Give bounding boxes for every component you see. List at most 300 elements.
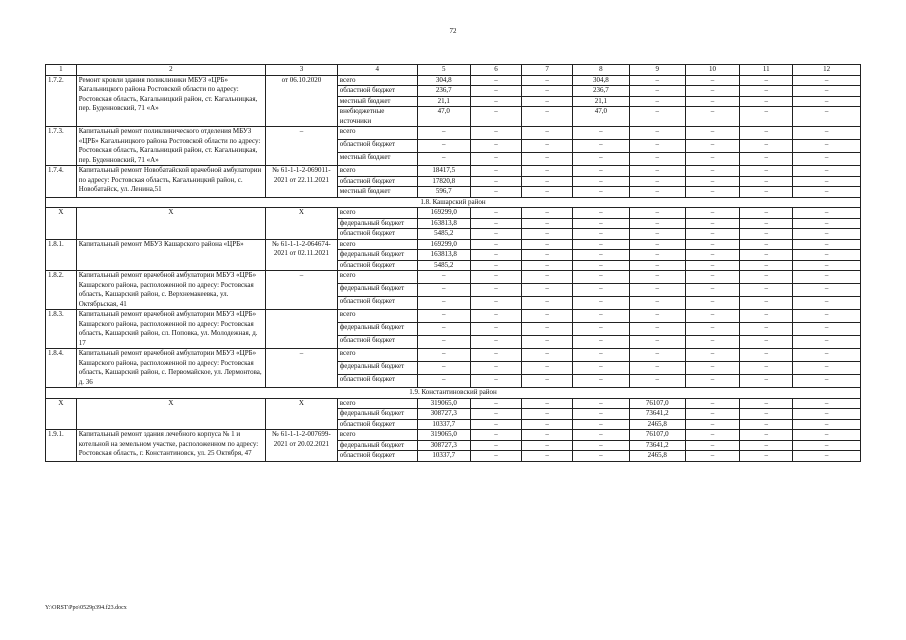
value-cell: – [417, 375, 470, 388]
value-cell: – [740, 153, 793, 166]
financing-table [45, 64, 861, 462]
column-number-row [46, 65, 861, 76]
value-cell: – [629, 336, 685, 349]
value-cell: – [470, 218, 521, 229]
value-cell: – [470, 260, 521, 271]
funding-source: федеральный бюджет [337, 440, 417, 451]
value-cell: – [685, 107, 739, 127]
value-cell: – [629, 375, 685, 388]
value-cell: – [740, 362, 793, 375]
value-cell: – [740, 349, 793, 362]
value-cell: – [470, 229, 521, 240]
value-cell: – [629, 349, 685, 362]
value-cell: – [740, 140, 793, 153]
item-number: 1.9.1. [46, 430, 77, 462]
funding-source: всего [337, 127, 417, 140]
column-header: 1 [46, 65, 77, 76]
column-header: 4 [337, 65, 417, 76]
value-cell: – [740, 75, 793, 86]
value-cell: – [793, 271, 861, 284]
value-cell: – [470, 208, 521, 219]
value-cell: – [793, 187, 861, 198]
value-cell: – [629, 140, 685, 153]
region-header-row [46, 197, 861, 208]
value-cell: – [522, 260, 573, 271]
value-cell: 169299,0 [417, 208, 470, 219]
value-cell: – [573, 239, 629, 250]
value-cell: – [573, 440, 629, 451]
value-cell: – [793, 96, 861, 107]
value-cell: 2465,8 [629, 451, 685, 462]
value-cell: – [522, 229, 573, 240]
value-cell: – [793, 250, 861, 261]
value-cell: – [573, 271, 629, 284]
value-cell: 73641,2 [629, 409, 685, 420]
item-number: 1.8.1. [46, 239, 77, 271]
value-cell: – [685, 284, 739, 297]
value-cell: – [573, 218, 629, 229]
column-header: 7 [522, 65, 573, 76]
value-cell: – [740, 440, 793, 451]
value-cell: – [740, 398, 793, 409]
item-document: – [266, 271, 338, 310]
item-name: Х [76, 208, 265, 240]
table-row [46, 349, 861, 362]
column-header: 2 [76, 65, 265, 76]
value-cell: – [522, 86, 573, 97]
value-cell: – [573, 187, 629, 198]
value-cell: – [573, 451, 629, 462]
value-cell: – [573, 153, 629, 166]
value-cell: 5485,2 [417, 260, 470, 271]
value-cell: – [573, 336, 629, 349]
funding-source: федеральный бюджет [337, 284, 417, 297]
value-cell: – [629, 229, 685, 240]
value-cell: – [522, 336, 573, 349]
funding-source: областной бюджет [337, 260, 417, 271]
item-document [266, 310, 338, 349]
item-name: Капитальный ремонт Новобатайской врачебной амбулатории по адресу: Ростовская область, Кагальницкий район, с. Новобатайск, ул. Ленина,51 [76, 166, 265, 198]
value-cell: – [522, 271, 573, 284]
value-cell: – [470, 271, 521, 284]
value-cell: – [740, 127, 793, 140]
column-header: 9 [629, 65, 685, 76]
table-row [46, 398, 861, 409]
value-cell: 319065,0 [417, 430, 470, 441]
value-cell: – [685, 349, 739, 362]
value-cell: – [470, 419, 521, 430]
value-cell: – [522, 375, 573, 388]
value-cell: – [522, 107, 573, 127]
value-cell: – [629, 187, 685, 198]
value-cell: – [629, 96, 685, 107]
item-name: Капитальный ремонт поликлинического отделения МБУЗ «ЦРБ» Кагальницкого района Ростовской области по адресу: Ростовская область, Кагальницкий район, ст. Кагальницкая, пер. Буденновский, 71 «А» [76, 127, 265, 166]
value-cell: – [470, 310, 521, 323]
funding-source: всего [337, 430, 417, 441]
value-cell: – [629, 362, 685, 375]
item-number: 1.8.2. [46, 271, 77, 310]
funding-source: областной бюджет [337, 419, 417, 430]
value-cell: – [470, 153, 521, 166]
value-cell: – [522, 362, 573, 375]
funding-source: внебюджетные источники [337, 107, 417, 127]
value-cell: – [740, 336, 793, 349]
value-cell: – [629, 239, 685, 250]
item-document: № 61-1-1-2-064674-2021 от 02.11.2021 [266, 239, 338, 271]
value-cell: – [685, 153, 739, 166]
value-cell: – [522, 440, 573, 451]
value-cell: – [740, 297, 793, 310]
table-row [46, 310, 861, 323]
value-cell: – [470, 362, 521, 375]
value-cell: – [470, 284, 521, 297]
value-cell: 308727,3 [417, 409, 470, 420]
value-cell: – [522, 127, 573, 140]
value-cell: 236,7 [417, 86, 470, 97]
value-cell: – [629, 86, 685, 97]
value-cell: 10337,7 [417, 451, 470, 462]
item-name: Капитальный ремонт здания лечебного корпуса № 1 и котельной на земельном участке, расположенном по адресу: Ростовская область, г. Константиновск, ул. 25 Октября, 47 [76, 430, 265, 462]
value-cell: – [685, 362, 739, 375]
value-cell: – [573, 323, 629, 336]
value-cell: – [522, 153, 573, 166]
value-cell: – [470, 96, 521, 107]
value-cell: – [793, 451, 861, 462]
value-cell: 5485,2 [417, 229, 470, 240]
value-cell: – [573, 297, 629, 310]
value-cell: – [417, 127, 470, 140]
item-document: Х [266, 398, 338, 430]
value-cell: – [793, 336, 861, 349]
value-cell: – [573, 430, 629, 441]
value-cell: – [740, 239, 793, 250]
funding-source: федеральный бюджет [337, 218, 417, 229]
region-title: 1.8. Кашарский район [46, 197, 861, 208]
item-name: Капитальный ремонт врачебной амбулатории МБУЗ «ЦРБ» Кашарского района, расположенной по адресу: Ростовская область, Кашарский район, с. Первомайское, ул. Лермонтова, д. 36 [76, 349, 265, 388]
funding-source: областной бюджет [337, 229, 417, 240]
value-cell: – [685, 229, 739, 240]
value-cell: – [629, 176, 685, 187]
value-cell: – [629, 271, 685, 284]
item-name: Капитальный ремонт МБУЗ Кашарского района «ЦРБ» [76, 239, 265, 271]
value-cell: – [522, 96, 573, 107]
value-cell: – [573, 208, 629, 219]
value-cell: – [685, 260, 739, 271]
value-cell: – [685, 218, 739, 229]
value-cell: – [573, 127, 629, 140]
value-cell: 10337,7 [417, 419, 470, 430]
funding-source: местный бюджет [337, 187, 417, 198]
value-cell: – [793, 398, 861, 409]
value-cell: – [573, 140, 629, 153]
item-number: Х [46, 208, 77, 240]
value-cell: – [522, 349, 573, 362]
table-row [46, 75, 861, 86]
file-path-footer: Y:\ORST\Ppo\0529p394.f23.docx [45, 605, 127, 611]
value-cell: – [417, 284, 470, 297]
value-cell: – [740, 430, 793, 441]
value-cell: 47,0 [573, 107, 629, 127]
funding-source: всего [337, 75, 417, 86]
value-cell: – [793, 75, 861, 86]
value-cell: 319065,0 [417, 398, 470, 409]
value-cell: – [793, 430, 861, 441]
value-cell: – [793, 297, 861, 310]
value-cell: – [740, 375, 793, 388]
value-cell: – [522, 218, 573, 229]
region-title: 1.9. Константиновский район [46, 388, 861, 399]
value-cell: – [685, 187, 739, 198]
value-cell: – [685, 409, 739, 420]
value-cell: – [740, 284, 793, 297]
value-cell: – [470, 239, 521, 250]
value-cell: – [740, 166, 793, 177]
value-cell: – [522, 176, 573, 187]
value-cell: – [793, 409, 861, 420]
value-cell: – [522, 166, 573, 177]
value-cell: – [417, 153, 470, 166]
value-cell: – [573, 260, 629, 271]
value-cell: – [685, 336, 739, 349]
value-cell: – [629, 260, 685, 271]
value-cell: 18417,5 [417, 166, 470, 177]
value-cell: – [685, 96, 739, 107]
value-cell: – [685, 430, 739, 441]
value-cell: – [629, 323, 685, 336]
value-cell: 308727,3 [417, 440, 470, 451]
value-cell: – [522, 398, 573, 409]
value-cell: – [740, 208, 793, 219]
value-cell: – [740, 419, 793, 430]
value-cell: – [522, 239, 573, 250]
value-cell: – [793, 176, 861, 187]
value-cell: – [470, 409, 521, 420]
funding-source: всего [337, 166, 417, 177]
value-cell: – [740, 187, 793, 198]
value-cell: – [470, 140, 521, 153]
value-cell: – [417, 271, 470, 284]
value-cell: – [573, 419, 629, 430]
value-cell: – [522, 310, 573, 323]
table-row [46, 127, 861, 140]
value-cell: 76107,0 [629, 430, 685, 441]
value-cell: – [629, 166, 685, 177]
value-cell: 169299,0 [417, 239, 470, 250]
item-name: Х [76, 398, 265, 430]
value-cell: – [793, 375, 861, 388]
value-cell: – [470, 349, 521, 362]
value-cell: – [470, 375, 521, 388]
funding-source: федеральный бюджет [337, 409, 417, 420]
value-cell: – [470, 451, 521, 462]
value-cell: – [740, 260, 793, 271]
value-cell: 47,0 [417, 107, 470, 127]
funding-source: федеральный бюджет [337, 250, 417, 261]
value-cell: – [793, 419, 861, 430]
value-cell: – [573, 375, 629, 388]
value-cell: – [522, 323, 573, 336]
value-cell: – [629, 310, 685, 323]
value-cell: – [740, 250, 793, 261]
value-cell: – [793, 310, 861, 323]
value-cell: – [740, 409, 793, 420]
value-cell: – [685, 239, 739, 250]
funding-source: областной бюджет [337, 375, 417, 388]
value-cell: – [522, 208, 573, 219]
value-cell: – [629, 250, 685, 261]
funding-source: местный бюджет [337, 153, 417, 166]
value-cell: – [629, 218, 685, 229]
funding-source: областной бюджет [337, 336, 417, 349]
item-name: Капитальный ремонт врачебной амбулатории МБУЗ «ЦРБ» Кашарского района, расположенной по адресу: Ростовская область, Кашарский район, сл. Поповка, ул. Молодежная, д. 17 [76, 310, 265, 349]
value-cell: 236,7 [573, 86, 629, 97]
value-cell: – [470, 127, 521, 140]
value-cell: 596,7 [417, 187, 470, 198]
value-cell: 76107,0 [629, 398, 685, 409]
value-cell: – [793, 362, 861, 375]
value-cell: 2465,8 [629, 419, 685, 430]
item-number: 1.7.4. [46, 166, 77, 198]
value-cell: – [685, 250, 739, 261]
value-cell: – [740, 323, 793, 336]
value-cell: – [629, 208, 685, 219]
value-cell: – [522, 75, 573, 86]
value-cell: – [793, 229, 861, 240]
value-cell: – [573, 310, 629, 323]
funding-source: областной бюджет [337, 451, 417, 462]
column-header: 5 [417, 65, 470, 76]
value-cell: – [685, 271, 739, 284]
value-cell: – [685, 323, 739, 336]
value-cell: – [522, 297, 573, 310]
value-cell: – [470, 107, 521, 127]
value-cell: – [685, 176, 739, 187]
value-cell: 17820,8 [417, 176, 470, 187]
value-cell: – [573, 176, 629, 187]
value-cell: – [470, 187, 521, 198]
value-cell: – [522, 284, 573, 297]
value-cell: – [417, 140, 470, 153]
value-cell: – [470, 176, 521, 187]
value-cell: 163813,8 [417, 218, 470, 229]
value-cell: – [793, 218, 861, 229]
region-header-row [46, 388, 861, 399]
value-cell: – [685, 140, 739, 153]
value-cell: – [470, 75, 521, 86]
value-cell: – [740, 96, 793, 107]
column-header: 8 [573, 65, 629, 76]
value-cell: – [740, 86, 793, 97]
item-document: – [266, 349, 338, 388]
value-cell: – [685, 310, 739, 323]
table-row [46, 239, 861, 250]
funding-source: федеральный бюджет [337, 323, 417, 336]
value-cell: – [740, 229, 793, 240]
item-name: Ремонт кровли здания поликлиники МБУЗ «ЦРБ» Кагальницкого района Ростовской области по адресу: Ростовская область, Кагальницкий район, ст. Кагальницкая, пер. Буденновский, 71 «А» [76, 75, 265, 127]
value-cell: – [417, 362, 470, 375]
item-document: от 06.10.2020 [266, 75, 338, 127]
value-cell: – [417, 323, 470, 336]
value-cell: – [685, 297, 739, 310]
funding-source: всего [337, 349, 417, 362]
item-number: 1.8.4. [46, 349, 77, 388]
value-cell: – [793, 284, 861, 297]
item-name: Капитальный ремонт врачебной амбулатории МБУЗ «ЦРБ» Кашарского района, расположенной по адресу: Ростовская область, Кашарский район, с. Верхнемакеевка, ул. Октябрьская, 41 [76, 271, 265, 310]
table-row [46, 271, 861, 284]
table-row [46, 430, 861, 441]
value-cell: – [740, 451, 793, 462]
funding-source: областной бюджет [337, 86, 417, 97]
value-cell: – [522, 140, 573, 153]
value-cell: – [629, 127, 685, 140]
value-cell: 21,1 [417, 96, 470, 107]
funding-source: всего [337, 239, 417, 250]
value-cell: – [685, 440, 739, 451]
value-cell: – [417, 349, 470, 362]
value-cell: – [470, 86, 521, 97]
value-cell: – [629, 153, 685, 166]
column-header: 3 [266, 65, 338, 76]
funding-source: всего [337, 310, 417, 323]
value-cell: – [573, 409, 629, 420]
value-cell: – [629, 284, 685, 297]
value-cell: – [793, 86, 861, 97]
value-cell: – [470, 323, 521, 336]
value-cell: – [793, 127, 861, 140]
value-cell: – [740, 176, 793, 187]
item-document: № 61-1-1-2-007699-2021 от 20.02.2021 [266, 430, 338, 462]
value-cell: – [417, 297, 470, 310]
value-cell: 163813,8 [417, 250, 470, 261]
value-cell: – [629, 297, 685, 310]
value-cell: – [573, 250, 629, 261]
value-cell: – [522, 430, 573, 441]
value-cell: – [573, 229, 629, 240]
value-cell: – [470, 297, 521, 310]
funding-source: областной бюджет [337, 140, 417, 153]
value-cell: – [522, 409, 573, 420]
column-header: 6 [470, 65, 521, 76]
value-cell: – [629, 75, 685, 86]
value-cell: – [793, 153, 861, 166]
value-cell: – [793, 349, 861, 362]
value-cell: – [685, 86, 739, 97]
value-cell: – [793, 440, 861, 451]
funding-source: областной бюджет [337, 176, 417, 187]
value-cell: – [685, 127, 739, 140]
value-cell: – [417, 310, 470, 323]
value-cell: – [573, 284, 629, 297]
value-cell: – [685, 208, 739, 219]
value-cell: – [740, 310, 793, 323]
column-header: 10 [685, 65, 739, 76]
column-header: 11 [740, 65, 793, 76]
value-cell: – [522, 187, 573, 198]
item-number: Х [46, 398, 77, 430]
item-document: Х [266, 208, 338, 240]
value-cell: – [740, 107, 793, 127]
funding-source: федеральный бюджет [337, 362, 417, 375]
value-cell: 304,8 [573, 75, 629, 86]
item-number: 1.8.3. [46, 310, 77, 349]
funding-source: областной бюджет [337, 297, 417, 310]
value-cell: – [740, 271, 793, 284]
value-cell: – [470, 166, 521, 177]
value-cell: – [793, 140, 861, 153]
value-cell: – [629, 107, 685, 127]
value-cell: – [573, 362, 629, 375]
value-cell: – [470, 440, 521, 451]
